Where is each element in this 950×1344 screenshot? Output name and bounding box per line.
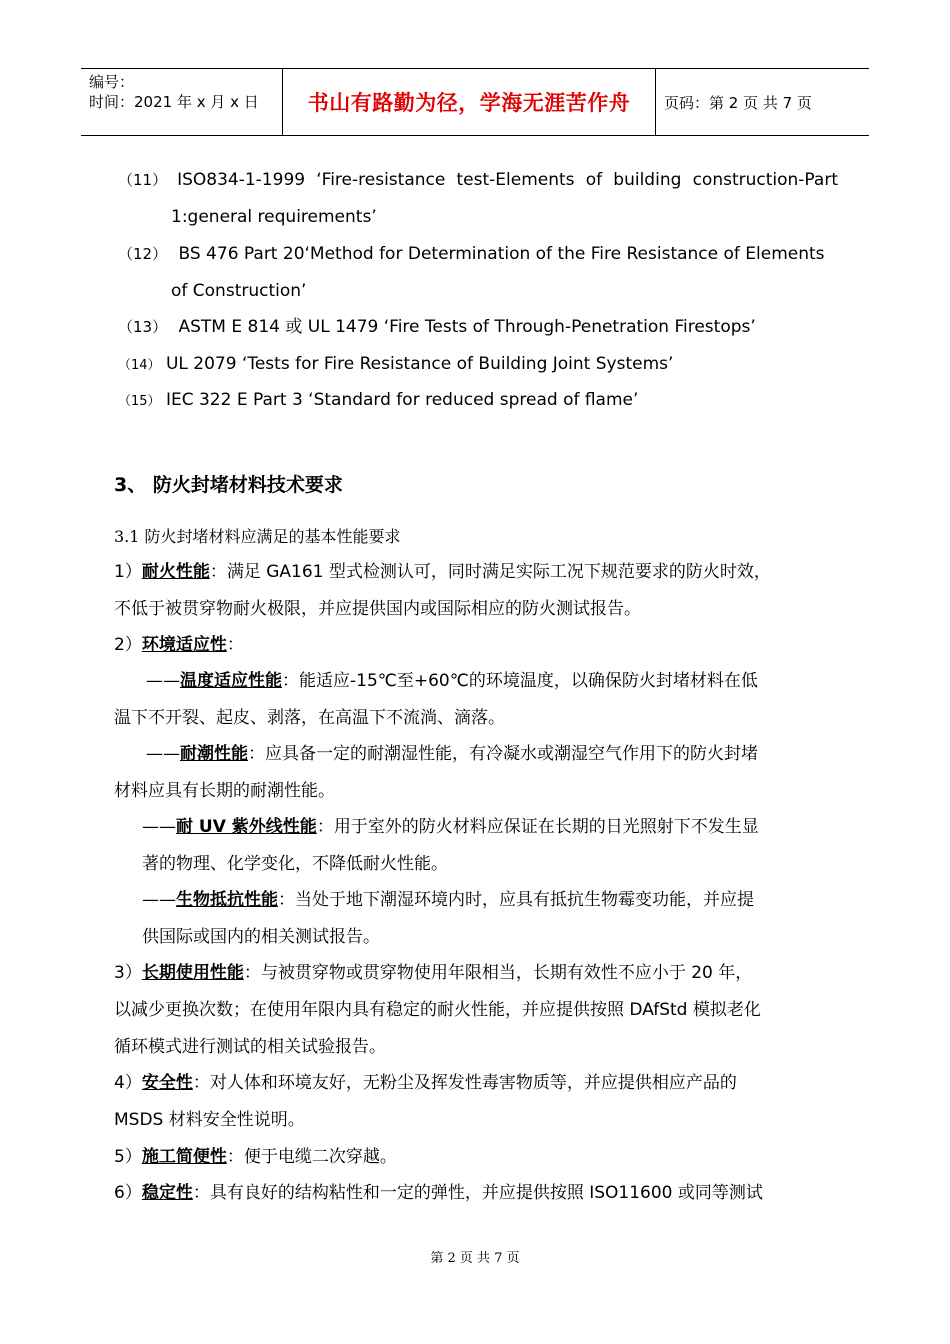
- item-term: 耐 UV 紫外线性能: [176, 817, 317, 837]
- reference-text: IEC 322 E Part 3 ‘Standard for reduced spread of flame’: [165, 390, 639, 410]
- item-text: 当处于地下潮湿环境内时，应具有抵抗生物霉变功能，并应提: [295, 890, 754, 910]
- item-dash: ——: [146, 671, 180, 691]
- item-colon: ：: [278, 890, 295, 910]
- item-text: 用于室外的防火材料应保证在长期的日光照射下不发生显: [333, 817, 759, 837]
- item-dash: ——: [146, 744, 180, 764]
- item-colon: ：: [316, 817, 334, 837]
- section-heading: 3、 防火封堵材料技术要求: [114, 474, 343, 496]
- reference-text: ASTM E 814 或 UL 1479 ‘Fire Tests of Through-Penetration Firestops’: [178, 317, 756, 337]
- item-colon: ：: [243, 963, 261, 983]
- reference-text: ISO834-1-1999 ‘Fire-resistance test-Elements of building construction-Part: [177, 170, 838, 190]
- item-dash: ——: [142, 817, 176, 837]
- requirement-bio: [142, 889, 754, 911]
- item-colon: ：: [192, 1073, 210, 1093]
- item-prefix: 4）: [114, 1073, 142, 1093]
- requirement-fire: [114, 561, 771, 583]
- reference-item: [118, 243, 825, 265]
- requirement-env: [114, 634, 244, 656]
- reference-number: （13）: [118, 318, 168, 336]
- item-colon: ：: [282, 671, 299, 691]
- header-motto: 书山有路勤为径，学海无涯苦作舟: [307, 91, 631, 115]
- requirement-life: [114, 962, 752, 984]
- requirement-fire-cont: 不低于被贯穿物耐火极限，并应提供国内或国际相应的防火测试报告。: [114, 599, 641, 619]
- item-colon: ：: [209, 562, 227, 582]
- requirement-life-cont: 以减少更换次数；在使用年限内具有稳定的耐火性能，并应提供按照 DAfStd 模拟老化: [114, 1000, 761, 1020]
- requirement-temp: [146, 670, 758, 692]
- header-page-info: 页码：第 2 页 共 7 页: [664, 93, 812, 112]
- item-text: 便于电缆二次穿越。: [243, 1147, 397, 1167]
- reference-continuation: 1:general requirements’: [171, 207, 377, 227]
- reference-number: （14）: [118, 358, 161, 373]
- reference-number: （12）: [118, 245, 168, 263]
- item-prefix: 5）: [114, 1147, 142, 1167]
- reference-number: （11）: [118, 171, 168, 189]
- requirement-uv: [142, 816, 759, 838]
- requirement-safety-cont: MSDS 材料安全性说明。: [114, 1110, 305, 1130]
- item-text: 满足 GA161 型式检测认可，同时满足实际工况下规范要求的防火时效，: [226, 562, 771, 582]
- item-term: 环境适应性: [141, 635, 227, 655]
- reference-item: [118, 353, 673, 377]
- item-text: 应具备一定的耐潮湿性能，有冷凝水或潮湿空气作用下的防火封堵: [265, 744, 758, 764]
- reference-continuation: of Construction’: [171, 281, 307, 301]
- reference-item: [118, 316, 756, 338]
- item-term: 稳定性: [141, 1183, 193, 1203]
- requirement-stable: [114, 1182, 763, 1204]
- item-prefix: 2）: [114, 635, 142, 655]
- item-colon: ：: [226, 635, 244, 655]
- page-footer: 第 2 页 共 7 页: [430, 1251, 520, 1266]
- reference-text: BS 476 Part 20‘Method for Determination of the Fire Resistance of Elements: [178, 244, 825, 264]
- requirement-damp-cont: 材料应具有长期的耐潮性能。: [114, 781, 335, 801]
- requirement-construct: [114, 1146, 397, 1168]
- item-prefix: 1）: [114, 562, 142, 582]
- number-label: 编号：: [89, 73, 135, 91]
- requirement-damp: [146, 743, 758, 765]
- time-label: 时间：2021 年 x 月 x 日: [89, 93, 259, 111]
- section-subheading: 3.1 防火封堵材料应满足的基本性能要求: [114, 527, 401, 546]
- item-text: 能适应-15℃至+60℃的环境温度，以确保防火封堵材料在低: [299, 671, 758, 691]
- item-term: 施工简便性: [141, 1147, 227, 1167]
- requirement-safety: [114, 1072, 737, 1094]
- reference-number: （15）: [118, 394, 161, 409]
- item-term: 耐潮性能: [180, 744, 248, 764]
- requirement-temp-cont: 温下不开裂、起皮、剥落，在高温下不流淌、滴落。: [114, 708, 505, 728]
- item-text: 与被贯穿物或贯穿物使用年限相当，长期有效性不应小于 20 年，: [260, 963, 753, 983]
- requirement-bio-cont: 供国际或国内的相关测试报告。: [142, 927, 380, 947]
- item-term: 耐火性能: [141, 562, 210, 582]
- item-text: 对人体和环境友好，无粉尘及挥发性毒害物质等，并应提供相应产品的: [209, 1073, 737, 1093]
- item-prefix: 6）: [114, 1183, 142, 1203]
- reference-text: UL 2079 ‘Tests for Fire Resistance of Building Joint Systems’: [165, 354, 674, 374]
- item-colon: ：: [248, 744, 265, 764]
- item-term: 温度适应性能: [180, 671, 282, 691]
- item-colon: ：: [192, 1183, 210, 1203]
- header-divider: [655, 69, 656, 135]
- header-meta: [89, 72, 259, 112]
- item-term: 安全性: [141, 1073, 193, 1093]
- reference-item: [118, 389, 638, 413]
- page-header: [81, 68, 869, 136]
- item-colon: ：: [226, 1147, 244, 1167]
- item-prefix: 3）: [114, 963, 142, 983]
- item-dash: ——: [142, 890, 176, 910]
- item-term: 生物抵抗性能: [176, 890, 278, 910]
- requirement-uv-cont: 著的物理、化学变化，不降低耐火性能。: [142, 854, 448, 874]
- reference-item: [118, 169, 838, 191]
- requirement-life-cont: 循环模式进行测试的相关试验报告。: [114, 1037, 386, 1057]
- item-term: 长期使用性能: [141, 963, 244, 983]
- item-text: 具有良好的结构粘性和一定的弹性，并应提供按照 ISO11600 或同等测试: [209, 1183, 763, 1203]
